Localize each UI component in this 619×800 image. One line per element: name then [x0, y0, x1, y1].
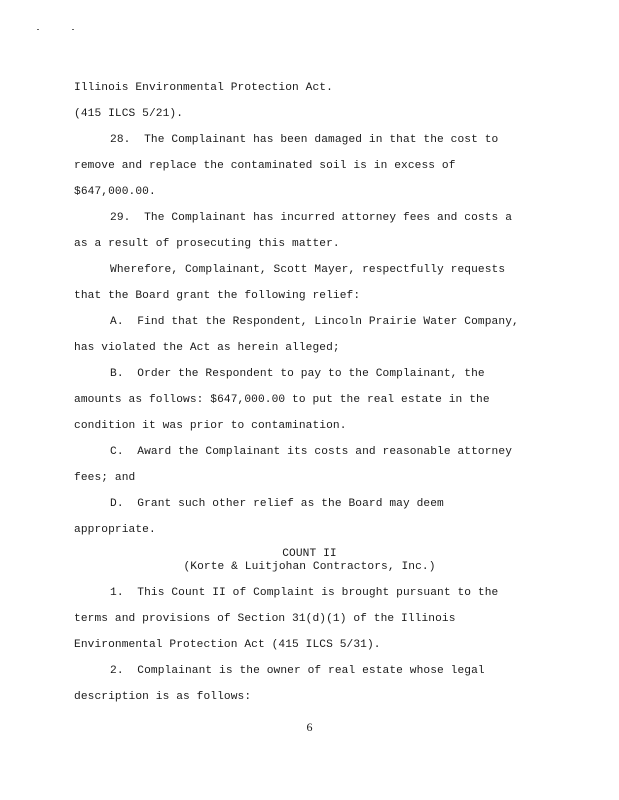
text-line: that the Board grant the following relief: — [74, 290, 361, 302]
relief-c-line: C. Award the Complainant its costs and reasonable attorney — [110, 446, 513, 458]
scan-speck — [72, 29, 74, 30]
count-ii-paragraph-2-line: 2. Complainant is the owner of real estate whose legal — [110, 665, 485, 677]
text-line: remove and replace the contaminated soil is in excess of — [74, 160, 456, 172]
relief-d-line: D. Grant such other relief as the Board may deem — [110, 498, 444, 510]
relief-a-line: A. Find that the Respondent, Lincoln Prairie Water Company, — [110, 316, 519, 328]
text-line: amounts as follows: $647,000.00 to put the real estate in the — [74, 394, 490, 406]
text-line: Environmental Protection Act (415 ILCS 5/31). — [74, 639, 381, 651]
count-heading: COUNT II — [282, 548, 337, 560]
text-line: (415 ILCS 5/21). — [74, 108, 184, 120]
count-ii-paragraph-1-line: 1. This Count II of Complaint is brought pursuant to the — [110, 587, 499, 599]
count-subheading: (Korte & Luitjohan Contractors, Inc.) — [183, 561, 436, 573]
wherefore-line: Wherefore, Complainant, Scott Mayer, respectfully requests — [110, 264, 506, 276]
text-line: fees; and — [74, 472, 136, 484]
paragraph-29-line: 29. The Complainant has incurred attorney fees and costs a — [110, 212, 513, 224]
paragraph-28-line: 28. The Complainant has been damaged in that the cost to — [110, 134, 499, 146]
text-line: as a result of prosecuting this matter. — [74, 238, 340, 250]
text-line: terms and provisions of Section 31(d)(1) of the Illinois — [74, 613, 456, 625]
text-line: description is as follows: — [74, 691, 252, 703]
text-line: has violated the Act as herein alleged; — [74, 342, 340, 354]
text-line: $647,000.00. — [74, 186, 156, 198]
text-line: appropriate. — [74, 524, 156, 536]
page-number: 6 — [306, 720, 313, 734]
scan-speck — [37, 29, 39, 30]
relief-b-line: B. Order the Respondent to pay to the Complainant, the — [110, 368, 485, 380]
text-line: Illinois Environmental Protection Act. — [74, 82, 333, 94]
text-line: condition it was prior to contamination. — [74, 420, 347, 432]
